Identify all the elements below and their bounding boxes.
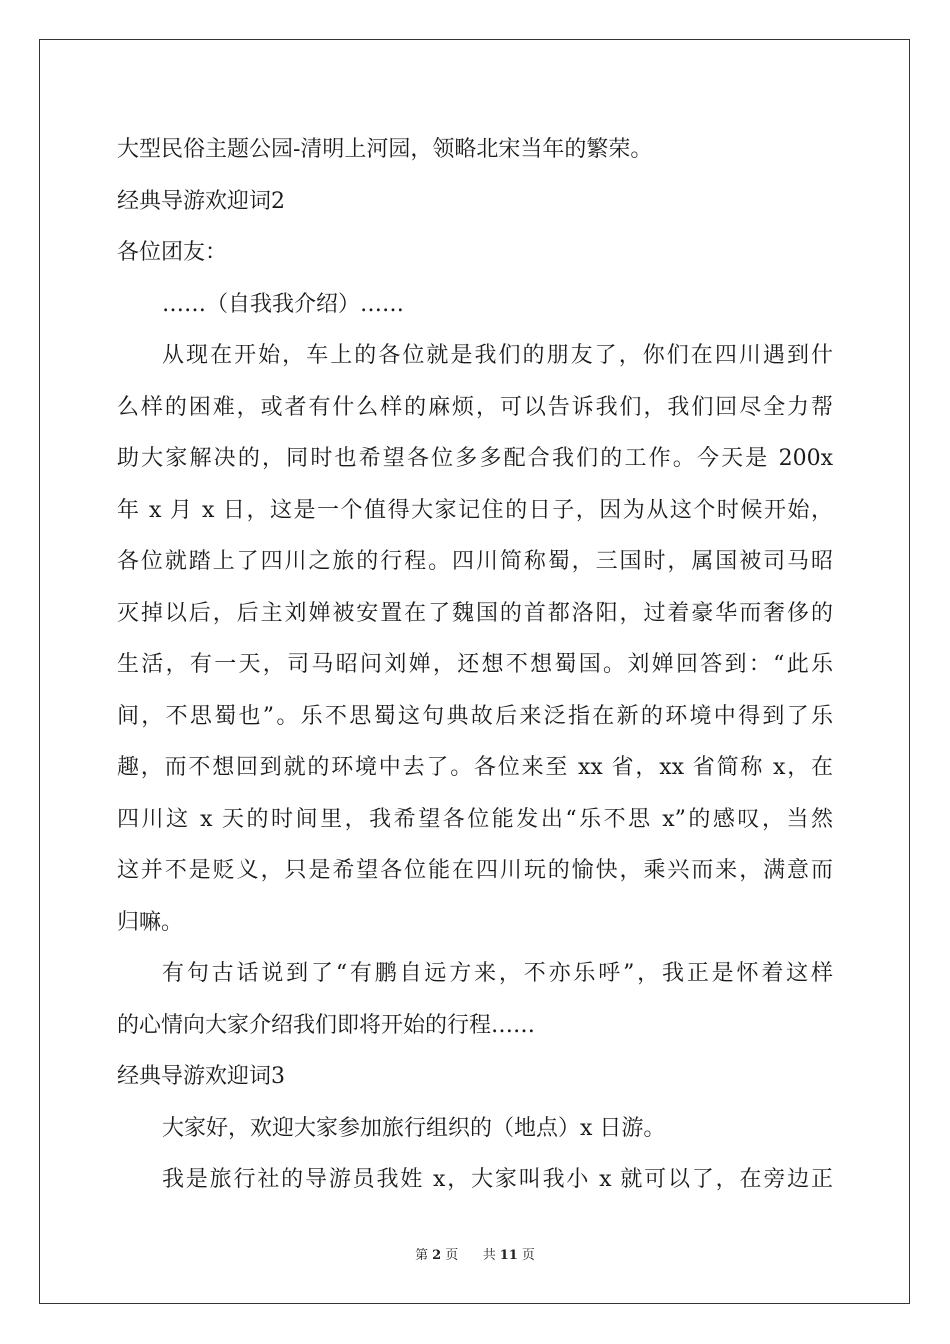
paragraph-line: 各位就踏上了四川之旅的行程。四川简称蜀，三国时，属国被司马昭	[117, 549, 833, 574]
paragraph-line: 趣，而不想回到就的环境中去了。各位来至 xx 省，xx 省简称 x，在	[117, 755, 833, 780]
paragraph-line: 大家好，欢迎大家参加旅行组织的（地点）x 日游。	[162, 1115, 666, 1141]
paragraph-line: ……（自我我介绍）……	[162, 291, 405, 317]
paragraph-line: 四川这 x 天的时间里，我希望各位能发出“乐不思 x”的感叹，当然	[117, 806, 833, 832]
paragraph-line: 我是旅行社的导游员我姓 x，大家叫我小 x 就可以了，在旁边正	[162, 1167, 833, 1192]
page-prefix: 第	[415, 1248, 429, 1263]
paragraph-line: 的心情向大家介绍我们即将开始的行程……	[117, 1012, 536, 1038]
page-footer	[0, 1244, 950, 1263]
page-suffix: 页	[445, 1248, 459, 1263]
section-heading: 经典导游欢迎词2	[117, 188, 285, 214]
paragraph-line: 生活，有一天，司马昭问刘婵，还想不想蜀国。刘婵回答到：“此乐	[117, 652, 833, 677]
paragraph-line: 从现在开始，车上的各位就是我们的朋友了，你们在四川遇到什	[162, 343, 833, 368]
paragraph-line: 灭掉以后，后主刘婵被安置在了魏国的首都洛阳，过着豪华而奢侈的	[117, 600, 833, 626]
page-number-label	[411, 1248, 462, 1263]
total-pages-label	[479, 1248, 539, 1263]
paragraph-line: 么样的困难，或者有什么样的麻烦，可以告诉我们，我们回尽全力帮	[117, 394, 833, 420]
total-suffix: 页	[521, 1248, 535, 1263]
paragraph-line: 归嘛。	[117, 909, 184, 935]
section-heading: 经典导游欢迎词3	[117, 1064, 285, 1089]
paragraph-line: 有句古话说到了“有鹏自远方来，不亦乐呼”，我正是怀着这样	[162, 961, 833, 986]
paragraph-line: 年 x 月 x 日，这是一个值得大家记住的日子，因为从这个时候开始，	[117, 497, 833, 523]
total-prefix: 共	[482, 1248, 496, 1263]
total-pages: 11	[499, 1248, 518, 1263]
document-body	[117, 124, 833, 1206]
salutation: 各位团友：	[117, 240, 228, 265]
paragraph-line: 助大家解决的，同时也希望各位多多配合我们的工作。今天是 200x	[117, 446, 833, 471]
page-number: 2	[432, 1248, 442, 1263]
paragraph-line: 间，不思蜀也”。乐不思蜀这句典故后来泛指在新的环境中得到了乐	[117, 703, 833, 729]
paragraph-line: 这并不是贬义，只是希望各位能在四川玩的愉快，乘兴而来，满意而	[117, 858, 833, 883]
paragraph-line: 大型民俗主题公园-清明上河园，领略北宋当年的繁荣。	[117, 137, 653, 162]
